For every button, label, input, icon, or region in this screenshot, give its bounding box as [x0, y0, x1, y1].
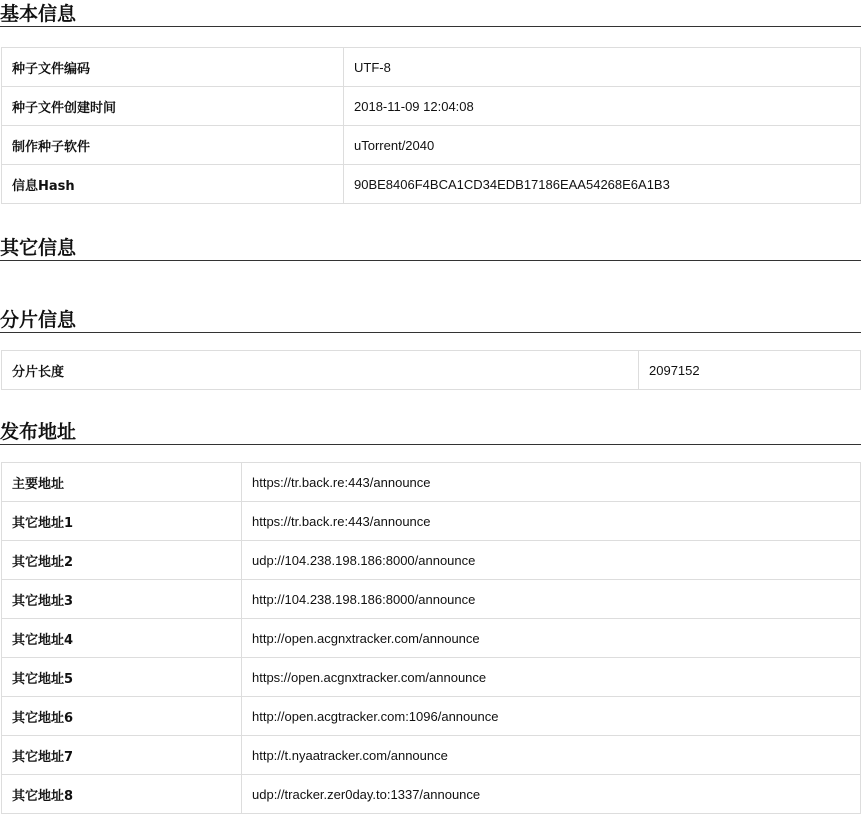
- tracker-url: udp://104.238.198.186:8000/announce: [242, 541, 861, 580]
- table-row: [2, 619, 861, 658]
- row-key: 其它地址1: [2, 502, 242, 541]
- row-key: 其它地址6: [2, 697, 242, 736]
- basic-info-table: [1, 47, 861, 204]
- tracker-table: [1, 462, 861, 814]
- section-title-pieces: 分片信息: [0, 308, 861, 333]
- section-title-trackers: 发布地址: [0, 420, 861, 445]
- tracker-url: http://104.238.198.186:8000/announce: [242, 580, 861, 619]
- table-row: [2, 351, 861, 390]
- row-key: 其它地址5: [2, 658, 242, 697]
- table-row: [2, 658, 861, 697]
- table-row: [2, 775, 861, 814]
- tracker-url: https://tr.back.re:443/announce: [242, 463, 861, 502]
- table-row: [2, 87, 861, 126]
- tracker-url: https://tr.back.re:443/announce: [242, 502, 861, 541]
- table-row: [2, 736, 861, 775]
- section-title-other: 其它信息: [0, 236, 861, 261]
- row-value: 90BE8406F4BCA1CD34EDB17186EAA54268E6A1B3: [344, 165, 861, 204]
- row-key: 其它地址7: [2, 736, 242, 775]
- row-key: 其它地址4: [2, 619, 242, 658]
- row-key: 分片长度: [2, 351, 639, 390]
- tracker-url: http://t.nyaatracker.com/announce: [242, 736, 861, 775]
- table-row: [2, 463, 861, 502]
- table-row: [2, 541, 861, 580]
- table-row: [2, 165, 861, 204]
- tracker-url: http://open.acgnxtracker.com/announce: [242, 619, 861, 658]
- piece-info-table: [1, 350, 861, 390]
- row-value: 2018-11-09 12:04:08: [344, 87, 861, 126]
- row-key: 制作种子软件: [2, 126, 344, 165]
- tracker-url: udp://tracker.zer0day.to:1337/announce: [242, 775, 861, 814]
- row-value: 2097152: [639, 351, 861, 390]
- row-key: 主要地址: [2, 463, 242, 502]
- table-row: [2, 697, 861, 736]
- row-key: 其它地址3: [2, 580, 242, 619]
- table-row: [2, 48, 861, 87]
- table-row: [2, 502, 861, 541]
- section-title-basic: 基本信息: [0, 2, 861, 27]
- row-value: UTF-8: [344, 48, 861, 87]
- table-row: [2, 126, 861, 165]
- tracker-url: http://open.acgtracker.com:1096/announce: [242, 697, 861, 736]
- row-key: 种子文件创建时间: [2, 87, 344, 126]
- row-key: 其它地址2: [2, 541, 242, 580]
- tracker-url: https://open.acgnxtracker.com/announce: [242, 658, 861, 697]
- row-key: 信息Hash: [2, 165, 344, 204]
- row-value: uTorrent/2040: [344, 126, 861, 165]
- table-row: [2, 580, 861, 619]
- row-key: 其它地址8: [2, 775, 242, 814]
- row-key: 种子文件编码: [2, 48, 344, 87]
